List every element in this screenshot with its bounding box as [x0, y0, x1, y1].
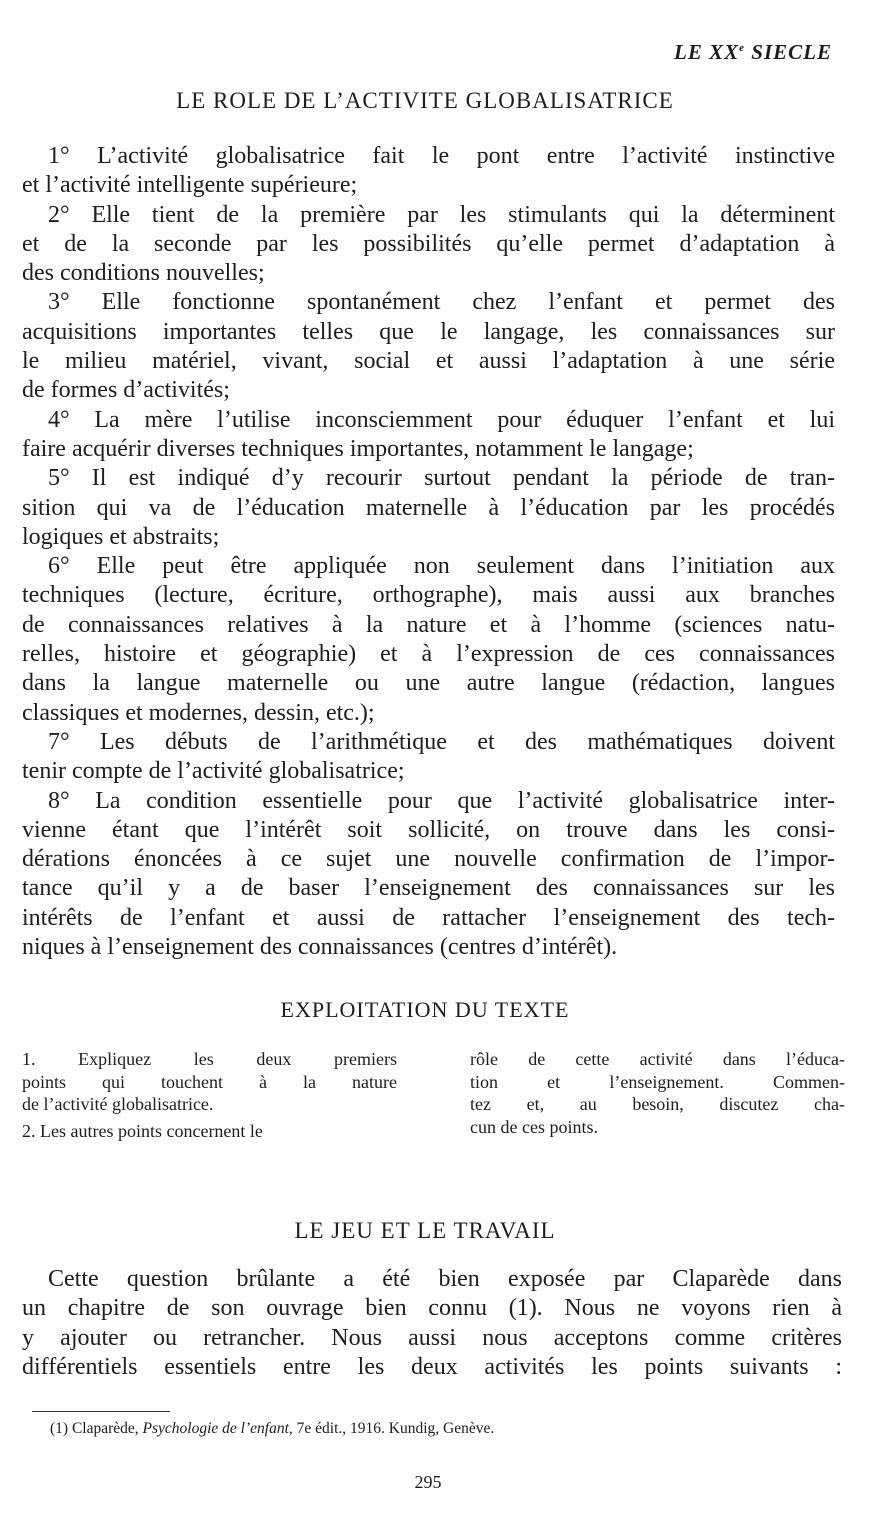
text-line: logiques et abstraits;	[22, 523, 220, 550]
text-line: y ajouter ou retrancher. Nous aussi nous acceptons comme critères	[22, 1324, 842, 1351]
text-line: classiques et modernes, dessin, etc.);	[22, 699, 375, 726]
text-line: tenir compte de l’activité globalisatrice;	[22, 758, 405, 785]
text-line: et l’activité intelligente supérieure;	[22, 172, 358, 199]
section-title: LE ROLE DE L’ACTIVITE GLOBALISATRICE	[176, 88, 674, 113]
text-line: rôle de cette activité dans l’éduca-	[470, 1049, 845, 1069]
text-line: des conditions nouvelles;	[22, 260, 265, 287]
text-line: 5° Il est indiqué d’y recourir surtout pendant la période de tran-	[48, 465, 835, 492]
text-line: 4° La mère l’utilise inconsciemment pour éduquer l’enfant et lui	[48, 406, 835, 433]
footnote-prefix: (1) Claparède,	[50, 1420, 143, 1437]
text-line: dérations énoncées à ce sujet une nouvelle confirmation de l’impor-	[22, 846, 835, 873]
text-line: de l’activité globalisatrice.	[22, 1094, 214, 1114]
text-line: acquisitions importantes telles que le langage, les connaissances sur	[22, 318, 835, 345]
text-line: relles, histoire et géographie) et à l’expression de ces connaissances	[22, 641, 835, 668]
text-line: 7° Les débuts de l’arithmétique et des mathématiques doivent	[48, 728, 835, 755]
footnote-divider	[32, 1411, 170, 1412]
text-line: intérêts de l’enfant et aussi de rattacher l’enseignement des tech-	[22, 904, 835, 931]
text-line: 8° La condition essentielle pour que l’activité globalisatrice inter-	[48, 787, 835, 814]
exercise-column-left	[22, 1048, 397, 1142]
text-line: un chapitre de son ouvrage bien connu (1). Nous ne voyons rien à	[22, 1295, 842, 1322]
text-line: de formes d’activités;	[22, 377, 230, 404]
numbered-points	[22, 142, 835, 962]
text-line: niques à l’enseignement des connaissances (centres d’intérêt).	[22, 934, 618, 961]
text-line: 6° Elle peut être appliquée non seulement dans l’initiation aux	[48, 553, 835, 580]
section-title-2: LE JEU ET LE TRAVAIL	[294, 1218, 556, 1243]
page-number: 295	[414, 1472, 442, 1492]
text-line: Cette question brûlante a été bien exposée par Claparède dans	[48, 1266, 842, 1292]
running-head-sup: e	[739, 42, 746, 54]
text-line: 1° L’activité globalisatrice fait le pont entre l’activité instinctive	[48, 143, 835, 169]
text-line: sition qui va de l’éducation maternelle à l’éducation par les procédés	[22, 494, 835, 521]
running-head-text: LE XX	[674, 40, 740, 64]
text-line: de connaissances relatives à la nature et à l’homme (sciences natu-	[22, 611, 835, 638]
text-line: 2° Elle tient de la première par les stimulants qui la déterminent	[48, 201, 835, 228]
text-line: tion et l’enseignement. Commen-	[470, 1071, 845, 1092]
text-line: tance qu’il y a de baser l’enseignement des connaissances sur les	[22, 875, 835, 902]
text-line: 1. Expliquez les deux premiers	[22, 1049, 397, 1069]
text-line: points qui touchent à la nature	[22, 1071, 397, 1092]
text-line: techniques (lecture, écriture, orthographe), mais aussi aux branches	[22, 582, 835, 609]
text-line: différentiels essentiels entre les deux activités les points suivants :	[22, 1353, 842, 1380]
text-line: vienne étant que l’intérêt soit sollicité, on trouve dans les consi-	[22, 816, 835, 843]
running-head	[674, 40, 832, 65]
text-line: tez et, au besoin, discutez cha-	[470, 1094, 845, 1114]
body-paragraph	[22, 1265, 842, 1382]
footnote-suffix: , 7e édit., 1916. Kundig, Genève.	[288, 1420, 495, 1437]
text-line: dans la langue maternelle ou une autre langue (rédaction, langues	[22, 670, 835, 697]
running-head-rest: SIECLE	[745, 40, 832, 64]
exercise-column-right	[470, 1048, 845, 1138]
text-line: 3° Elle fonctionne spontanément chez l’enfant et permet des	[48, 289, 835, 316]
footnote-book-title: Psychologie de l’enfant	[142, 1420, 289, 1437]
text-line: et de la seconde par les possibilités qu’elle permet d’adaptation à	[22, 230, 835, 257]
text-line: faire acquérir diverses techniques importantes, notamment le langage;	[22, 435, 694, 462]
text-line: 2. Les autres points concernent le	[22, 1120, 263, 1141]
footnote	[50, 1420, 494, 1438]
exercise-title: EXPLOITATION DU TEXTE	[280, 997, 570, 1022]
text-line: cun de ces points.	[470, 1116, 598, 1137]
text-line: le milieu matériel, vivant, social et aussi l’adaptation à une série	[22, 348, 835, 375]
